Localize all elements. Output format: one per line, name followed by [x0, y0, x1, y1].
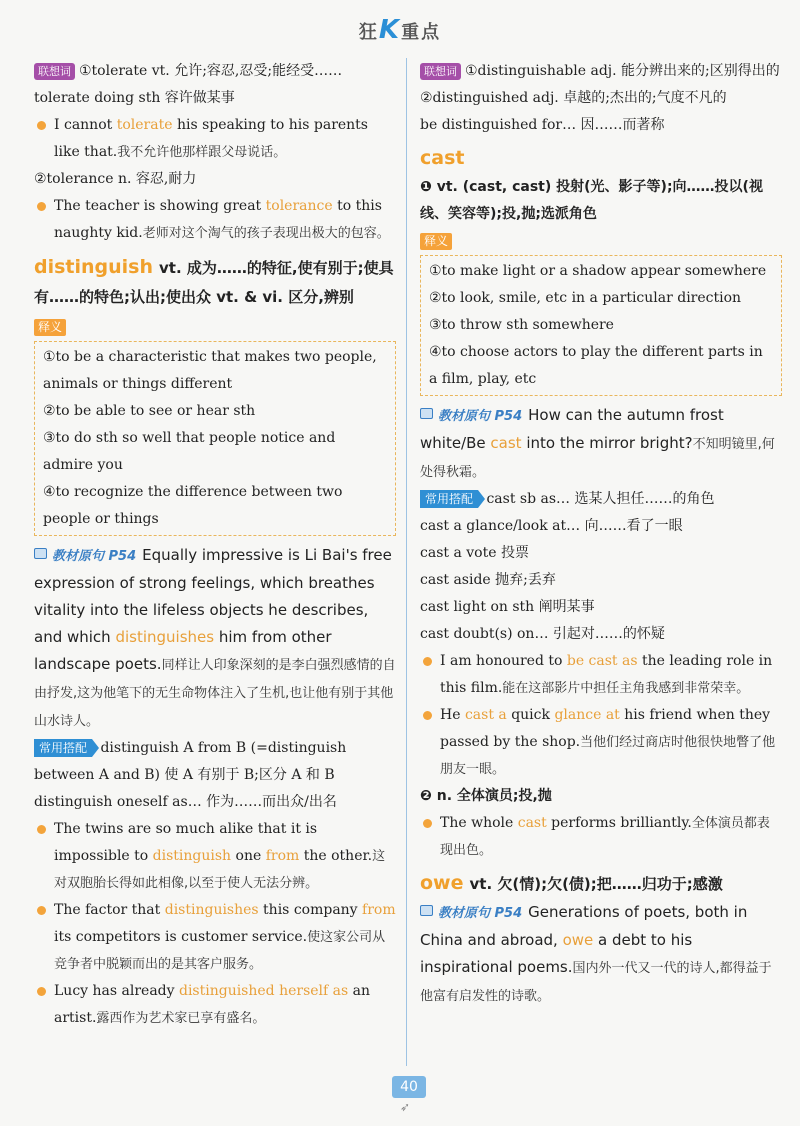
association-line: tolerate doing sth 容许做某事: [34, 90, 235, 106]
headword: distinguish: [34, 256, 154, 278]
definition-item: ①to make light or a shadow appear somewhere: [429, 263, 767, 279]
headword-entry: [420, 145, 782, 174]
definition-item: ④to choose actors to play the different parts in a film, play, etc: [429, 344, 763, 387]
association-line: 联想词 ①distinguishable adj. 能分辨出来的;区别得出的: [420, 58, 782, 85]
example-sentence: The factor that distinguishes this company from its competitors is customer service.使这家公司从竞争者中脱颖而出的是其客户服务。: [34, 897, 396, 978]
example-sentence: The teacher is showing great tolerance to this naughty kid.老师对这个淘气的孩子表现出极大的包容。: [34, 193, 396, 247]
collocation-line: cast doubt(s) on… 引起对……的怀疑: [420, 626, 665, 642]
collocation-line: cast a glance/look at… 向……看了一眼: [420, 518, 683, 534]
textbook-sentence: 教材原句 P54 How can the autumn frost white/Be cast into the mirror bright?不知明镜里,何处得秋霜。: [420, 406, 775, 480]
definition-item: ③to throw sth somewhere: [429, 317, 614, 333]
association-line: ②distinguished adj. 卓越的;杰出的;气度不凡的: [420, 90, 727, 106]
collocation-badge: 常用搭配: [34, 739, 92, 757]
bird-icon: ➶: [400, 1100, 411, 1114]
collocation-line: cast aside 抛弃;丢弃: [420, 572, 556, 588]
definition-item: ③to do sth so well that people notice and admire you: [43, 430, 336, 473]
example-sentence: The whole cast performs brilliantly.全体演员都表现出色。: [420, 810, 782, 864]
example-sentence: He cast a quick glance at his friend when they passed by the shop.当他们经过商店时他很快地瞥了他朋友一眼。: [420, 702, 782, 783]
collocation-badge: 常用搭配: [420, 490, 478, 508]
document-icon: [420, 905, 433, 916]
definition-item: ①to be a characteristic that makes two people, animals or things different: [43, 349, 377, 392]
association-badge: 联想词: [420, 63, 461, 80]
page-number: 40: [392, 1076, 426, 1098]
definition-box: [420, 255, 782, 396]
collocation-line: distinguish oneself as… 作为……而出众/出名: [34, 794, 337, 810]
left-column: [34, 58, 396, 1032]
headword: owe: [420, 872, 464, 894]
page-header: [0, 10, 800, 50]
definition-box: [34, 341, 396, 536]
sense-heading: ❷ n. 全体演员;投,抛: [420, 788, 552, 804]
headword-entry: owe vt. 欠(情);欠(债);把……归功于;感激: [420, 872, 723, 894]
definition-label: 释义: [420, 233, 452, 250]
collocation-line: 常用搭配 cast sb as… 选某人担任……的角色: [420, 486, 782, 513]
definition-item: ②to be able to see or hear sth: [43, 403, 256, 419]
column-divider: [406, 58, 407, 1066]
definition-item: ②to look, smile, etc in a particular direction: [429, 290, 742, 306]
right-column: [420, 58, 782, 1010]
textbook-sentence: 教材原句 P54 Generations of poets, both in China and abroad, owe a debt to his inspirational poems.国内外一代又一代的诗人,都得益于他富有启发性的诗歌。: [420, 903, 772, 1004]
example-sentence: I cannot tolerate his speaking to his parents like that.我不允许他那样跟父母说话。: [34, 112, 396, 166]
example-sentence: I am honoured to be cast as the leading role in this film.能在这部影片中担任主角我感到非常荣幸。: [420, 648, 782, 702]
header-title: 狂K重点: [358, 15, 442, 45]
association-line: 联想词 ①tolerate vt. 允许;容忍,忍受;能经受……: [34, 58, 396, 85]
association-line: ②tolerance n. 容忍,耐力: [34, 171, 197, 187]
definition-block: [34, 314, 396, 536]
collocation-line: 常用搭配 distinguish A from B (=distinguish between A and B) 使 A 有别于 B;区分 A 和 B: [34, 740, 347, 783]
definition-block: [420, 228, 782, 396]
definition-item: ④to recognize the difference between two people or things: [43, 484, 343, 527]
headword-entry: distinguish vt. 成为……的特征,使有别于;使具有……的特色;认出;使出众 vt. & vi. 区分,辨别: [34, 256, 394, 306]
association-line: be distinguished for… 因……而著称: [420, 117, 665, 133]
document-icon: [420, 408, 433, 419]
textbook-sentence: 教材原句 P54 Equally impressive is Li Bai's free expression of strong feelings, which breathes vitality into the lifeless objects he describes, and which distinguishes him from other landscape poets.同样让人印象深刻的是李白强烈感情的自由抒发,这为他笔下的无生命物体注入了生机,也让他有别于其他山水诗人。: [34, 546, 396, 729]
collocation-line: cast light on sth 阐明某事: [420, 599, 595, 615]
example-sentence: Lucy has already distinguished herself as an artist.露西作为艺术家已享有盛名。: [34, 978, 396, 1032]
definition-label: 释义: [34, 319, 66, 336]
sense-heading: ❶ vt. (cast, cast) 投射(光、影子等);向……投以(视线、笑容等);投,抛;选派角色: [420, 179, 763, 222]
headword: cast: [420, 147, 465, 169]
document-icon: [34, 548, 47, 559]
collocation-line: cast a vote 投票: [420, 545, 529, 561]
example-sentence: The twins are so much alike that it is impossible to distinguish one from the other.这对双胞胎长得如此相像,以至于使人无法分辨。: [34, 816, 396, 897]
association-badge: 联想词: [34, 63, 75, 80]
